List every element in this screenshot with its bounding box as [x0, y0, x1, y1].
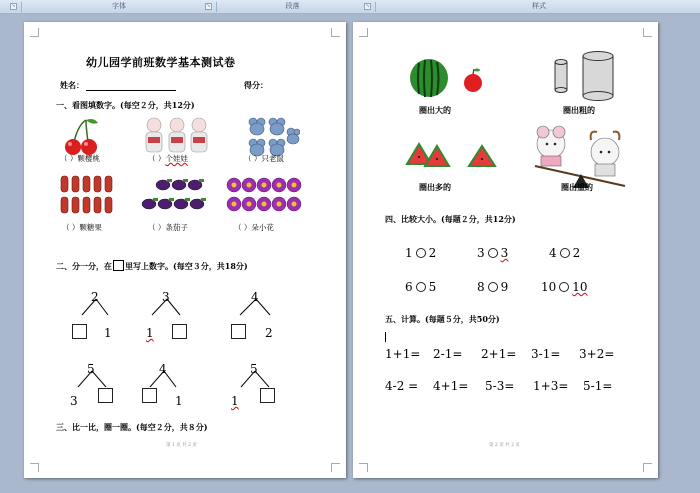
- bond-left-number: 1: [146, 326, 154, 340]
- font-dialog-launcher-icon[interactable]: ↘: [206, 3, 211, 9]
- answer-blank[interactable]: （ ）: [148, 223, 166, 232]
- compare-item: 6 5: [405, 280, 437, 294]
- paragraph-dialog-launcher-icon[interactable]: ↘: [365, 3, 370, 9]
- compare-item: 8 9: [477, 280, 509, 294]
- crop-mark: [643, 463, 652, 472]
- name-line[interactable]: [86, 90, 176, 91]
- calc-item: 5-1=: [583, 379, 613, 393]
- bond-top-number: 4: [159, 362, 167, 376]
- answer-box[interactable]: [72, 324, 87, 339]
- crop-mark: [359, 463, 368, 472]
- bond-top-number: 4: [251, 290, 259, 304]
- ribbon-separator: [21, 2, 22, 12]
- answer-blank[interactable]: （ ）: [234, 223, 252, 232]
- compare-caption: 圈出大的: [419, 105, 451, 115]
- crop-mark: [331, 463, 340, 472]
- watermelon-slices-icon: [405, 140, 497, 172]
- compare-item: 10 10: [541, 280, 588, 294]
- item-caption: （ ）条茄子: [148, 223, 188, 232]
- section5-heading: 五、计算。(每题５分，共50分): [385, 314, 500, 324]
- item-caption: （ ）朵小花: [234, 223, 274, 232]
- item-caption: （ ）颗樱桃: [60, 154, 100, 163]
- compare-circle[interactable]: [416, 248, 426, 258]
- bond-top-number: 5: [87, 362, 95, 376]
- calc-item: 1+1=: [385, 347, 421, 361]
- compare-caption: 圈出粗的: [563, 105, 595, 115]
- text-cursor: [385, 332, 386, 342]
- answer-box[interactable]: [142, 388, 157, 403]
- answer-blank[interactable]: （ ）: [62, 223, 80, 232]
- crop-mark: [30, 28, 39, 37]
- candy-icon: [58, 174, 114, 216]
- compare-item: 3 3: [477, 246, 509, 260]
- compare-circle[interactable]: [488, 282, 498, 292]
- score-label: 得分：: [244, 80, 268, 90]
- calc-item: 4+1=: [433, 379, 469, 393]
- document-page-2[interactable]: [353, 22, 658, 478]
- document-page-1[interactable]: [24, 22, 346, 478]
- ribbon-separator: [216, 2, 217, 12]
- calc-item: 2+1=: [481, 347, 517, 361]
- section1-heading: 一、看图填数字。(每空２分，共12分): [56, 100, 195, 110]
- calc-item: 2-1=: [433, 347, 463, 361]
- crop-mark: [331, 28, 340, 37]
- compare-circle[interactable]: [559, 282, 569, 292]
- cherry-icon: [60, 117, 102, 157]
- bond-left-number: 1: [231, 394, 239, 408]
- crop-mark: [359, 28, 368, 37]
- page-footer: 第 2 页 共 2 页: [489, 443, 520, 448]
- compare-caption: 圈出重的: [561, 182, 593, 192]
- answer-blank[interactable]: （ ）: [244, 154, 262, 163]
- bond-top-number: 5: [250, 362, 258, 376]
- answer-box[interactable]: [231, 324, 246, 339]
- name-label: 姓名：: [60, 80, 84, 90]
- compare-circle[interactable]: [416, 282, 426, 292]
- ribbon-separator: [375, 2, 376, 12]
- section2-heading: 二、分一分，在 里写上数字。(每空３分，共18分): [56, 261, 248, 271]
- watermelon-apple-icon: [409, 58, 487, 100]
- calc-item: 5-3=: [485, 379, 515, 393]
- compare-caption: 圈出多的: [419, 182, 451, 192]
- cylinders-icon: [549, 50, 619, 102]
- crop-mark: [643, 28, 652, 37]
- compare-item: 4 2: [549, 246, 581, 260]
- flower-icon: [226, 176, 312, 216]
- item-caption: （ ）个娃娃: [148, 154, 188, 163]
- bond-top-number: 3: [162, 290, 170, 304]
- calc-item: 3-1=: [531, 347, 561, 361]
- bond-right-number: 1: [175, 394, 183, 408]
- crop-mark: [30, 463, 39, 472]
- bond-right-number: 1: [104, 326, 112, 340]
- page-title: 幼儿园学前班数学基本测试卷: [86, 56, 236, 69]
- bond-left-number: 3: [70, 394, 78, 408]
- answer-blank[interactable]: （ ）: [148, 154, 166, 163]
- answer-box[interactable]: [98, 388, 113, 403]
- compare-circle[interactable]: [560, 248, 570, 258]
- page-footer: 第 1 页 共 2 页: [166, 443, 197, 448]
- answer-blank[interactable]: （ ）: [60, 154, 78, 163]
- item-caption: （ ）只老鼠: [244, 154, 284, 163]
- ribbon-group-styles: 样式: [532, 2, 546, 10]
- calc-item: 3+2=: [579, 347, 615, 361]
- eggplant-icon: [140, 177, 208, 215]
- calc-item: 1+3=: [533, 379, 569, 393]
- ribbon-group-paragraph: 段落: [285, 2, 300, 10]
- answer-box[interactable]: [260, 388, 275, 403]
- seesaw-goats-icon: [529, 118, 633, 190]
- calc-item: 4-2 =: [385, 379, 419, 393]
- dialog-launcher-icon[interactable]: ↘: [11, 3, 16, 9]
- section4-heading: 四、比较大小。(每题２分，共12分): [385, 214, 516, 224]
- ribbon-group-bar: [0, 0, 700, 14]
- answer-box[interactable]: [172, 324, 187, 339]
- ribbon-group-font: 字体: [112, 2, 126, 10]
- bond-right-number: 2: [265, 326, 273, 340]
- item-caption: （ ）颗糖果: [62, 223, 102, 232]
- compare-circle[interactable]: [488, 248, 498, 258]
- section3-heading: 三、比一比，圈一圈。(每空２分，共８分): [56, 422, 208, 432]
- bond-top-number: 2: [91, 290, 99, 304]
- compare-item: 1 2: [405, 246, 437, 260]
